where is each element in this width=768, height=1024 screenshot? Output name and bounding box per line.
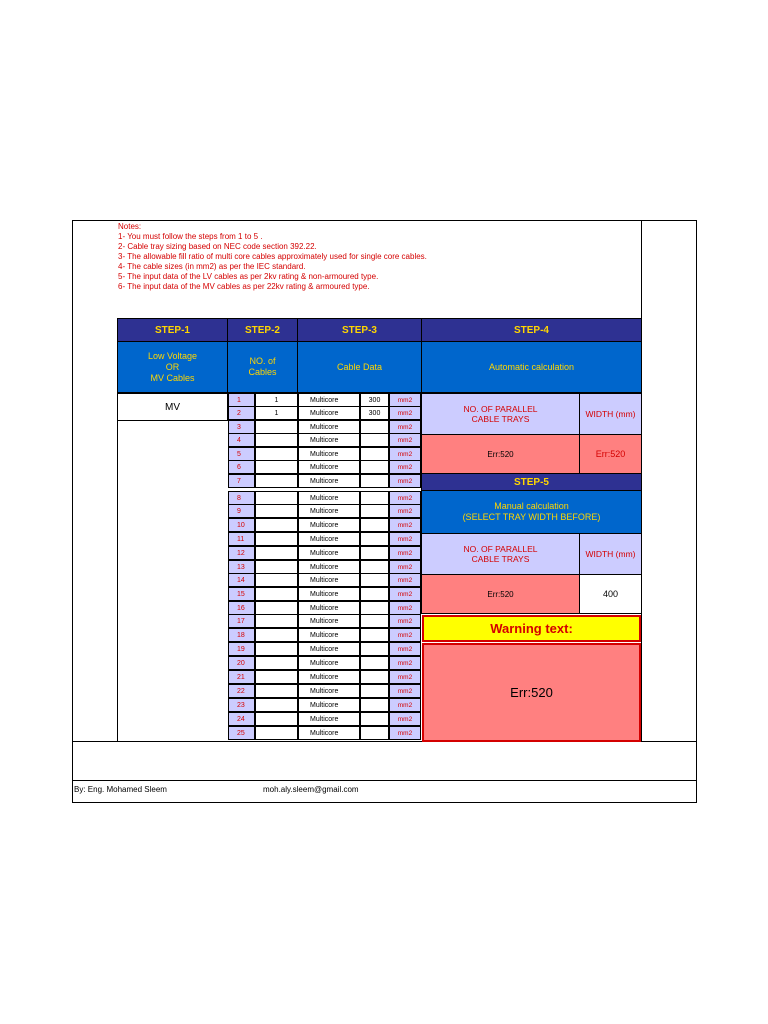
cable-size-unit: mm2 — [389, 518, 421, 532]
manual-parallel-line2: CABLE TRAYS — [471, 554, 530, 564]
cable-count-header-line2: Cables — [248, 367, 277, 377]
cable-row-number: 18 — [228, 628, 255, 642]
cable-size-unit: mm2 — [389, 406, 421, 420]
cable-type-select[interactable]: Multicore — [298, 712, 360, 726]
cable-type-select[interactable]: Multicore — [298, 420, 360, 434]
cable-count-input[interactable] — [255, 726, 298, 740]
cable-row-number: 3 — [228, 420, 255, 434]
footer-email[interactable]: moh.aly.sleem@gmail.com — [263, 785, 359, 794]
cable-count-header-line1: NO. of — [249, 356, 276, 366]
cable-size-unit: mm2 — [389, 628, 421, 642]
manual-parallel-line1: NO. OF PARALLEL — [463, 544, 538, 554]
cable-size-select[interactable] — [360, 726, 389, 740]
cable-count-input[interactable] — [255, 560, 298, 574]
cable-count-header — [227, 341, 298, 393]
cable-size-unit: mm2 — [389, 712, 421, 726]
cable-size-unit: mm2 — [389, 433, 421, 447]
cable-size-unit: mm2 — [389, 684, 421, 698]
cable-size-unit: mm2 — [389, 532, 421, 546]
cable-size-select[interactable] — [360, 518, 389, 532]
cable-row-number: 24 — [228, 712, 255, 726]
cable-size-select[interactable] — [360, 614, 389, 628]
note-2: 2- Cable tray sizing based on NEC code section 392.22. — [118, 242, 317, 251]
cable-type-select[interactable]: Multicore — [298, 656, 360, 670]
auto-width-label: WIDTH (mm) — [579, 393, 642, 435]
cable-type-select[interactable]: Multicore — [298, 546, 360, 560]
cable-type-select[interactable]: Multicore — [298, 504, 360, 518]
cable-type-select[interactable]: Multicore — [298, 726, 360, 740]
cable-count-input[interactable] — [255, 670, 298, 684]
cable-row-number: 10 — [228, 518, 255, 532]
cable-row-number: 25 — [228, 726, 255, 740]
auto-parallel-line1: NO. OF PARALLEL — [463, 404, 538, 414]
voltage-header-line1: Low Voltage — [147, 350, 198, 361]
cable-size-select[interactable] — [360, 433, 389, 447]
cable-size-unit: mm2 — [389, 698, 421, 712]
cable-size-select[interactable] — [360, 628, 389, 642]
cable-size-unit: mm2 — [389, 491, 421, 505]
cable-size-select[interactable] — [360, 504, 389, 518]
note-4: 4- The cable sizes (in mm2) as per the IEC standard. — [118, 262, 306, 271]
cable-type-select[interactable]: Multicore — [298, 433, 360, 447]
step-2-header: STEP-2 — [227, 318, 298, 342]
voltage-column-left-border — [117, 420, 118, 742]
cable-type-select[interactable]: Multicore — [298, 447, 360, 461]
cable-count-input[interactable] — [255, 684, 298, 698]
cable-data-header: Cable Data — [297, 341, 422, 393]
cable-type-select[interactable]: Multicore — [298, 474, 360, 488]
cable-type-select[interactable]: Multicore — [298, 560, 360, 574]
cable-type-select[interactable]: Multicore — [298, 601, 360, 615]
cable-size-select[interactable] — [360, 474, 389, 488]
warning-label: Warning text: — [422, 615, 641, 642]
step-1-header: STEP-1 — [117, 318, 228, 342]
cable-size-select[interactable] — [360, 546, 389, 560]
cable-size-select[interactable] — [360, 698, 389, 712]
auto-width-value: Err:520 — [579, 434, 642, 474]
cable-size-unit: mm2 — [389, 393, 421, 407]
cable-size-unit: mm2 — [389, 420, 421, 434]
cable-size-select[interactable] — [360, 447, 389, 461]
manual-header-line1: Manual calculation — [494, 501, 569, 511]
cable-count-input[interactable] — [255, 573, 298, 587]
voltage-type-header — [117, 341, 228, 393]
notes-block — [118, 222, 638, 292]
step-4-header: STEP-4 — [421, 318, 642, 342]
automatic-calculation-header: Automatic calculation — [421, 341, 642, 393]
cable-type-select[interactable]: Multicore — [298, 628, 360, 642]
cable-size-unit: mm2 — [389, 726, 421, 740]
manual-width-label: WIDTH (mm) — [579, 533, 642, 575]
cable-size-select[interactable] — [360, 670, 389, 684]
cable-type-select[interactable]: Multicore — [298, 491, 360, 505]
cable-row-number: 13 — [228, 560, 255, 574]
cable-type-select[interactable]: Multicore — [298, 698, 360, 712]
cable-count-input[interactable] — [255, 614, 298, 628]
cable-size-select[interactable] — [360, 656, 389, 670]
cable-count-input[interactable] — [255, 712, 298, 726]
cable-count-input[interactable] — [255, 532, 298, 546]
cable-type-select[interactable]: Multicore — [298, 460, 360, 474]
cable-count-input[interactable] — [255, 433, 298, 447]
cable-type-select[interactable]: Multicore — [298, 406, 360, 420]
cable-size-unit: mm2 — [389, 573, 421, 587]
cable-row-number: 11 — [228, 532, 255, 546]
cable-row-number: 14 — [228, 573, 255, 587]
cable-count-input[interactable] — [255, 642, 298, 656]
cable-size-unit: mm2 — [389, 504, 421, 518]
note-5: 5- The input data of the LV cables as per 2kv rating & non-armoured type. — [118, 272, 379, 281]
cable-count-input[interactable] — [255, 601, 298, 615]
cable-row-number: 21 — [228, 670, 255, 684]
cable-row-number: 1 — [228, 393, 255, 407]
manual-parallel-trays-label — [421, 533, 580, 575]
cable-type-select[interactable]: Multicore — [298, 670, 360, 684]
cable-count-input[interactable] — [255, 698, 298, 712]
cable-count-input[interactable] — [255, 518, 298, 532]
cable-type-select[interactable]: Multicore — [298, 573, 360, 587]
cable-row-number: 12 — [228, 546, 255, 560]
cable-size-select[interactable] — [360, 712, 389, 726]
cable-size-select[interactable]: 300 — [360, 393, 389, 407]
cable-row-number: 5 — [228, 447, 255, 461]
bottom-divider-2 — [72, 780, 697, 781]
cable-count-input[interactable] — [255, 587, 298, 601]
cable-count-input[interactable] — [255, 420, 298, 434]
cable-size-unit: mm2 — [389, 460, 421, 474]
cable-type-select[interactable]: Multicore — [298, 393, 360, 407]
cable-count-input[interactable]: 1 — [255, 406, 298, 420]
manual-calculation-header — [421, 490, 642, 534]
cable-size-unit: mm2 — [389, 474, 421, 488]
auto-parallel-line2: CABLE TRAYS — [471, 414, 530, 424]
cable-size-unit: mm2 — [389, 656, 421, 670]
cable-count-input[interactable] — [255, 491, 298, 505]
cable-size-select[interactable] — [360, 573, 389, 587]
manual-width-select[interactable]: 400 — [579, 574, 642, 614]
cable-size-select[interactable] — [360, 601, 389, 615]
cable-size-select[interactable] — [360, 532, 389, 546]
cable-type-select[interactable]: Multicore — [298, 518, 360, 532]
cable-row-number: 22 — [228, 684, 255, 698]
cable-row-number: 7 — [228, 474, 255, 488]
cable-size-unit: mm2 — [389, 614, 421, 628]
cable-row-number: 6 — [228, 460, 255, 474]
manual-parallel-trays-value: Err:520 — [421, 574, 580, 614]
step-5-header: STEP-5 — [421, 473, 642, 491]
cable-size-select[interactable] — [360, 560, 389, 574]
cable-size-unit: mm2 — [389, 447, 421, 461]
cable-row-number: 15 — [228, 587, 255, 601]
cable-size-select[interactable] — [360, 642, 389, 656]
warning-value: Err:520 — [422, 643, 641, 742]
cable-count-input[interactable] — [255, 628, 298, 642]
cable-size-unit: mm2 — [389, 601, 421, 615]
step-3-header: STEP-3 — [297, 318, 422, 342]
cable-row-number: 20 — [228, 656, 255, 670]
cable-type-select[interactable]: Multicore — [298, 684, 360, 698]
manual-header-line2: (SELECT TRAY WIDTH BEFORE) — [462, 512, 601, 522]
cable-count-input[interactable] — [255, 447, 298, 461]
auto-parallel-trays-label — [421, 393, 580, 435]
cable-row-number: 4 — [228, 433, 255, 447]
cable-count-input[interactable]: 1 — [255, 393, 298, 407]
auto-parallel-trays-value: Err:520 — [421, 434, 580, 474]
cable-size-select[interactable] — [360, 420, 389, 434]
cable-count-input[interactable] — [255, 656, 298, 670]
cable-size-select[interactable] — [360, 491, 389, 505]
note-3: 3- The allowable fill ratio of multi core cables approximately used for single core cables. — [118, 252, 427, 261]
cable-type-select[interactable]: Multicore — [298, 642, 360, 656]
notes-title: Notes: — [118, 222, 142, 231]
cable-row-number: 8 — [228, 491, 255, 505]
footer-author: By: Eng. Mohamed Sleem — [74, 785, 167, 794]
cable-row-number: 9 — [228, 504, 255, 518]
voltage-header-line3: MV Cables — [150, 372, 195, 383]
cable-size-unit: mm2 — [389, 560, 421, 574]
note-6: 6- The input data of the MV cables as per 22kv rating & armoured type. — [118, 282, 370, 291]
cable-type-select[interactable]: Multicore — [298, 532, 360, 546]
cable-row-number: 17 — [228, 614, 255, 628]
cable-row-number: 2 — [228, 406, 255, 420]
cable-row-number: 23 — [228, 698, 255, 712]
cable-size-select[interactable]: 300 — [360, 406, 389, 420]
cable-size-unit: mm2 — [389, 587, 421, 601]
cable-row-number: 16 — [228, 601, 255, 615]
note-1: 1- You must follow the steps from 1 to 5 . — [118, 232, 263, 241]
cable-count-input[interactable] — [255, 460, 298, 474]
cable-size-select[interactable] — [360, 684, 389, 698]
cable-count-input[interactable] — [255, 474, 298, 488]
cable-size-unit: mm2 — [389, 546, 421, 560]
cable-size-select[interactable] — [360, 460, 389, 474]
cable-row-number: 19 — [228, 642, 255, 656]
cable-count-input[interactable] — [255, 504, 298, 518]
voltage-type-select[interactable]: MV — [117, 393, 228, 421]
cable-size-unit: mm2 — [389, 670, 421, 684]
cable-count-input[interactable] — [255, 546, 298, 560]
voltage-header-line2: OR — [165, 361, 180, 372]
cable-size-unit: mm2 — [389, 642, 421, 656]
cable-type-select[interactable]: Multicore — [298, 614, 360, 628]
cable-size-select[interactable] — [360, 587, 389, 601]
cable-type-select[interactable]: Multicore — [298, 587, 360, 601]
